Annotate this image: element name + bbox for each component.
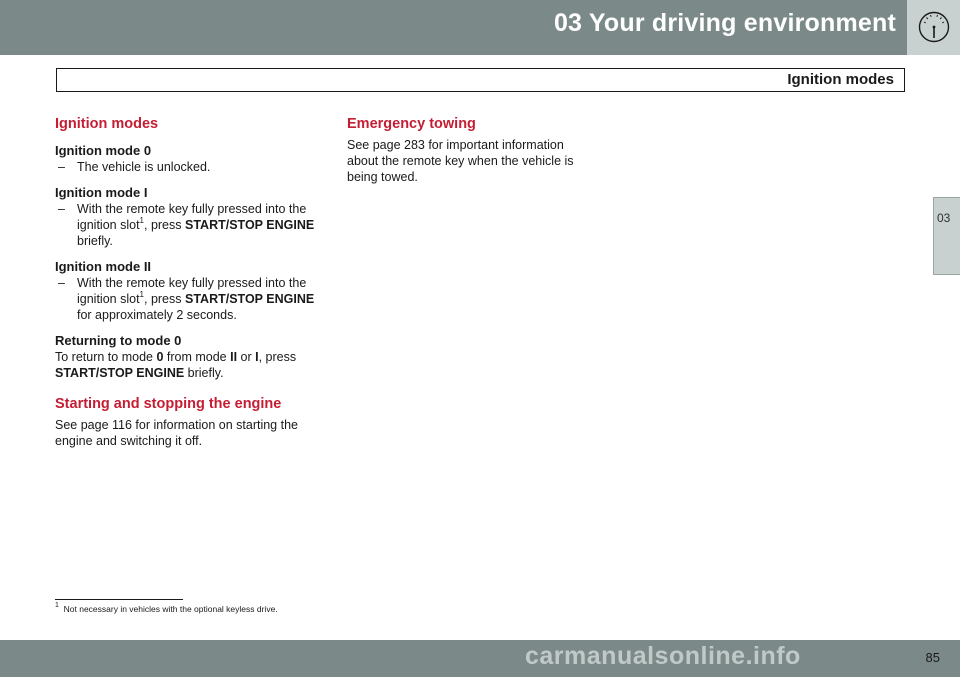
ignition-mode-0-title: Ignition mode 0 (55, 143, 152, 158)
step-text: , press (144, 218, 185, 232)
left-column (55, 115, 330, 449)
ignition-mode-2-title: Ignition mode II (55, 259, 152, 274)
header-bar (0, 0, 960, 55)
start-stop-button-ref: START/STOP ENGINE (185, 218, 315, 232)
ignition-mode-0-step (55, 159, 330, 175)
chapter-tab-label: 03 (937, 211, 951, 225)
body-text: , press (258, 350, 297, 364)
start-stop-button-ref: START/STOP ENGINE (55, 366, 185, 380)
emergency-towing-text: See page 283 for important information about the remote key when the vehicle is being towed. (347, 138, 574, 184)
ignition-mode-2-step (55, 275, 330, 323)
footnote-text: Not necessary in vehicles with the optional keyless drive. (63, 604, 278, 614)
starting-stopping-heading: Starting and stopping the engine (55, 396, 282, 412)
step-text: briefly. (77, 234, 113, 248)
start-stop-button-ref: START/STOP ENGINE (185, 292, 315, 306)
step-dash: – (58, 160, 65, 174)
emergency-towing-heading: Emergency towing (347, 116, 476, 132)
footnote-divider (55, 599, 183, 600)
returning-mode-0-text (55, 349, 330, 381)
footer-bar (0, 640, 960, 677)
chapter-title: 03 Your driving environment (553, 9, 896, 37)
body-text: or (237, 350, 256, 364)
returning-mode-0-title: Returning to mode 0 (55, 333, 182, 348)
page-number: 85 (925, 650, 940, 665)
chapter-tab[interactable] (933, 197, 960, 275)
step-text: With the remote key fully pressed into the ignition slot (77, 202, 307, 232)
watermark: carmanualsonline.info (525, 642, 801, 670)
body-text: from mode (163, 350, 231, 364)
step-text: With the remote key fully pressed into the ignition slot (77, 276, 307, 306)
speedometer-icon (917, 9, 951, 45)
footnote-ref: 1 (139, 289, 144, 299)
body-text: To return to mode (55, 350, 157, 364)
mode-ref: II (230, 350, 238, 364)
ignition-modes-heading: Ignition modes (55, 116, 159, 132)
starting-stopping-text: See page 116 for information on starting the engine and switching it off. (55, 418, 298, 448)
section-title: Ignition modes (787, 71, 894, 88)
footnote-ref: 1 (139, 215, 144, 225)
step-text: The vehicle is unlocked. (77, 160, 211, 174)
mode-ref: I (255, 350, 259, 364)
body-text: briefly. (184, 366, 224, 380)
section-title-bar (56, 68, 905, 92)
ignition-mode-1-step (55, 201, 330, 249)
right-column (347, 115, 597, 185)
footnote (55, 604, 278, 615)
ignition-mode-1-title: Ignition mode I (55, 185, 148, 200)
step-text: , press (144, 292, 185, 306)
step-dash: – (58, 276, 65, 290)
footnote-marker: 1 (55, 602, 59, 610)
step-text: for approximately 2 seconds. (77, 308, 237, 322)
step-dash: – (58, 202, 65, 216)
gauge-icon-box (907, 0, 960, 55)
mode-ref: 0 (156, 350, 164, 364)
